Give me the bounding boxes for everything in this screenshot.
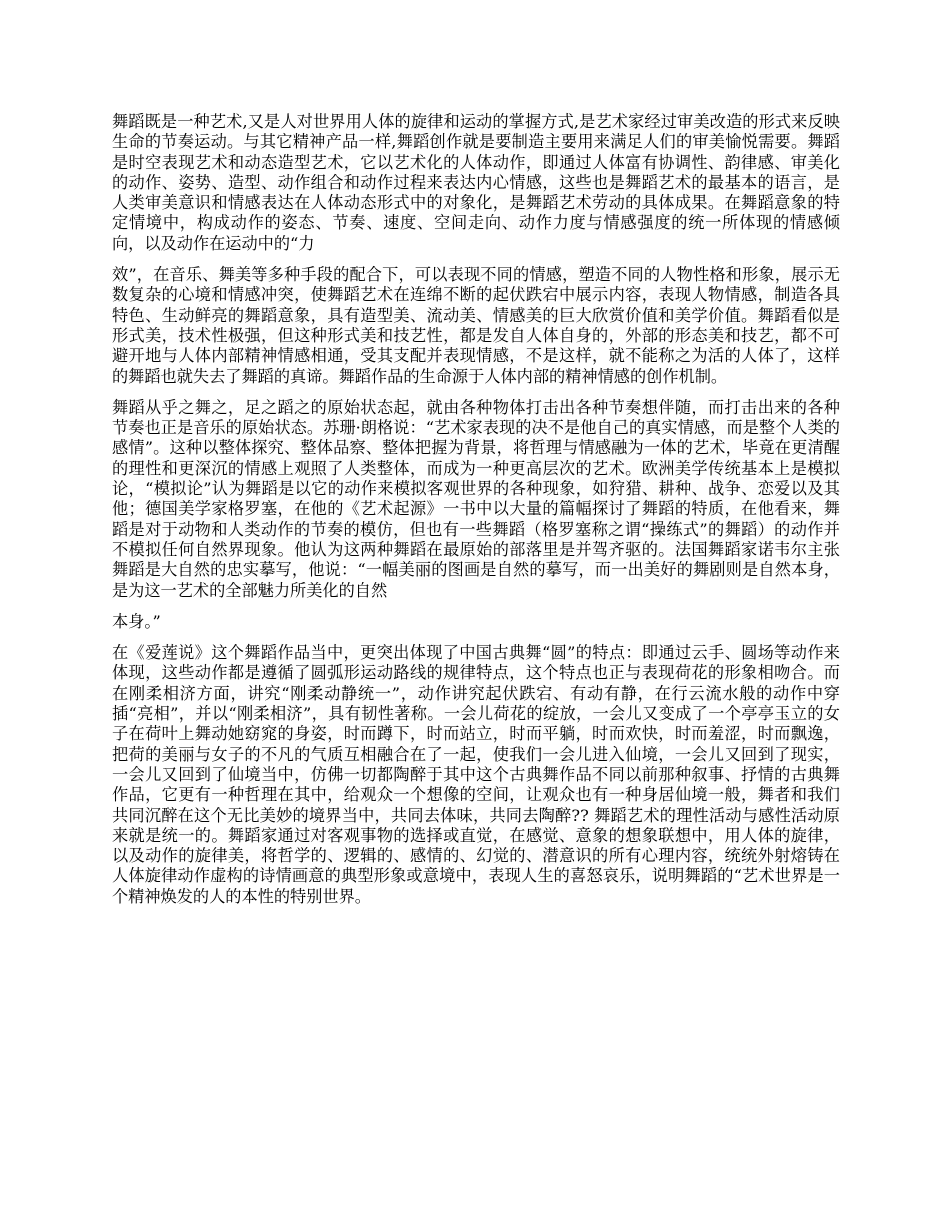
paragraph-4: 本身。” [112,611,161,631]
paragraph-1: 舞蹈既是一种艺术,又是人对世界用人体的旋律和运动的掌握方式,是艺术家经过审美改造的形式来反映生命的节奏运动。与其它精神产品一样,舞蹈创作就是要制造主要用来满足人们的审美愉悦需要。舞蹈是时空表现艺术和动态造型艺术，它以艺术化的人体动作，即通过人体富有协调性、韵律感、审美化的动作、姿势、造型、动作组合和动作过程来表达内心情感，这些也是舞蹈艺术的最基本的语言，是人类审美意识和情感表达在人体动态形式中的对象化，是舞蹈艺术劳动的具体成果。在舞蹈意象的特定情境中，构成动作的姿态、节奏、速度、空间走向、动作力度与情感强度的统一所体现的情感倾向，以及动作在运动中的“力 [112,112,840,253]
paragraph-3: 舞蹈从乎之舞之，足之蹈之的原始状态起，就由各种物体打击出各种节奏想伴随，而打击出来的各种节奏也正是音乐的原始状态。苏珊·朗格说：“艺术家表现的决不是他自己的真实情感，而是整个人类的感情”。这种以整体探究、整体品察、整体把握为背景，将哲理与情感融为一体的艺术，毕竟在更清醒的理性和更深沉的情感上观照了人类整体，而成为一种更高层次的艺术。欧洲美学传统基本上是模拟论，“模拟论”认为舞蹈是以它的动作来模拟客观世界的各种现象，如狩猎、耕种、战争、恋爱以及其他；德国美学家格罗塞，在他的《艺术起源》一书中以大量的篇幅探讨了舞蹈的特质，在他看来，舞蹈是对于动物和人类动作的节奏的模仿，但也有一些舞蹈（格罗塞称之谓“操练式”的舞蹈）的动作并不模拟任何自然界现象。他认为这两种舞蹈在最原始的部落里是并驾齐驱的。法国舞蹈家诺韦尔主张舞蹈是大自然的忠实摹写，他说：“一幅美丽的图画是自然的摹写，而一出美好的舞剧则是自然本身，是为这一艺术的全部魅力所美化的自然 [112,397,840,600]
paragraph-5: 在《爱莲说》这个舞蹈作品当中，更突出体现了中国古典舞“圆”的特点：即通过云手、圆场等动作来体现，这些动作都是遵循了圆弧形运动路线的规律特点，这个特点也正与表现荷花的形象相吻合。而在刚柔相济方面，讲究“刚柔动静统一”，动作讲究起伏跌宕、有动有静，在行云流水般的动作中穿插“亮相”，并以“刚柔相济”，具有韧性著称。一会儿荷花的绽放，一会儿又变成了一个亭亭玉立的女子在荷叶上舞动她窈窕的身姿，时而蹲下，时而站立，时而平躺，时而欢快，时而羞涩，时而飘逸，把荷的美丽与女子的不凡的气质互相融合在了一起，使我们一会儿进入仙境，一会儿又回到了现实，一会儿又回到了仙境当中，仿佛一切都陶醉于其中这个古典舞作品不同以前那种叙事、抒情的古典舞作品，它更有一种哲理在其中，给观众一个想像的空间，让观众也有一种身居仙境一般，舞者和我们共同沉醉在这个无比美妙的境界当中，共同去体味，共同去陶醉?? 舞蹈艺术的理性活动与感性活动原来就是统一的。舞蹈家通过对客观事物的选择或直觉，在感觉、意象的想象联想中，用人体的旋律，以及动作的旋律美，将哲学的、逻辑的、感情的、幻觉的、潜意识的所有心理内容，统统外射熔铸在人体旋律动作虚构的诗情画意的典型形象或意境中，表现人生的喜怒哀乐，说明舞蹈的“艺术世界是一个精神焕发的人的本性的特别世界。 [112,643,840,906]
document-body [112,112,840,918]
paragraph-2: 效”，在音乐、舞美等多种手段的配合下，可以表现不同的情感，塑造不同的人物性格和形象，展示无数复杂的心境和情感冲突，使舞蹈艺术在连绵不断的起伏跌宕中展示内容，表现人物情感，制造各具特色、生动鲜亮的舞蹈意象，具有造型美、流动美、情感美的巨大欣赏价值和美学价值。舞蹈看似是形式美，技术性极强，但这种形式美和技艺性，都是发自人体自身的，外部的形态美和技艺，都不可避开地与人体内部精神情感相通，受其支配并表现情感，不是这样，就不能称之为活的人体了，这样的舞蹈也就失去了舞蹈的真谛。舞蹈作品的生命源于人体内部的精神情感的创作机制。 [112,265,840,386]
